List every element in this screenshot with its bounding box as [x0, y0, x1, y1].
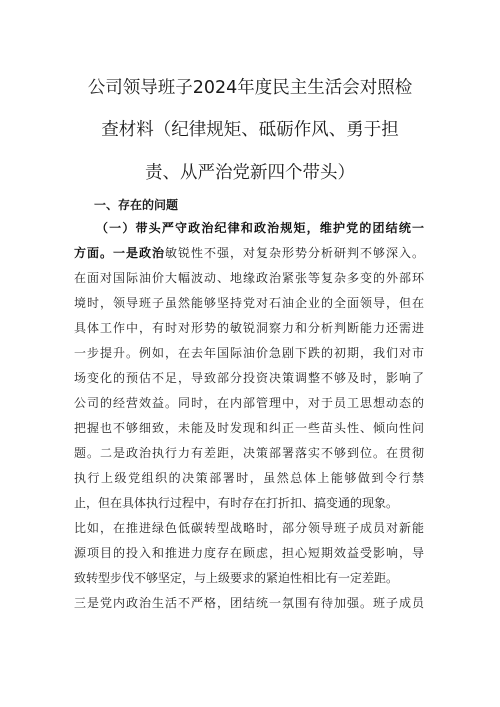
- body-text: 场变化的预估不足，导致部分投资决策调整不够及时，影响了: [74, 371, 424, 385]
- body-line: [74, 270, 424, 286]
- body-line: [74, 595, 424, 611]
- document-title-line-2: 查材料（纪律规矩、砥砺作风、勇于担: [101, 120, 399, 140]
- body-text: 题。二是政治执行力有差距，决策部署落实不够到位。在贯彻: [74, 446, 424, 460]
- body-line: [74, 470, 424, 486]
- bold-text: 方面。: [74, 246, 113, 260]
- body-text: 止，但在具体执行过程中，有时存在打折扣、搞变通的现象。: [74, 496, 399, 510]
- body-text: 公司的经营效益。同时，在内部管理中，对于员工思想动态的: [74, 396, 424, 410]
- body-line: [74, 345, 424, 361]
- body-text: 在面对国际油价大幅波动、地缘政治紧张等复杂多变的外部环: [74, 271, 424, 285]
- document-title-line-3: 责、从严治党新四个带头）: [145, 163, 355, 183]
- body-line: [74, 520, 424, 536]
- body-line: [74, 395, 424, 411]
- body-text: 敏锐性不强，对复杂形势分析研判不够深入。: [165, 246, 424, 260]
- body-text: 致转型步伐不够坚定，与上级要求的紧迫性相比有一定差距。: [74, 571, 399, 585]
- body-text: 具体工作中，有时对形势的敏锐洞察力和分析判断能力还需进: [74, 321, 424, 335]
- body-line: [74, 245, 424, 261]
- body-line: [74, 495, 424, 511]
- body-line: [96, 220, 424, 236]
- document-title-line-1: 公司领导班子2024年度民主生活会对照检: [87, 78, 413, 98]
- body-line: [74, 420, 424, 436]
- body-text: 比如，在推进绿色低碳转型战略时，部分领导班子成员对新能: [74, 521, 424, 535]
- body-line: [74, 320, 424, 336]
- body-text: 三是党内政治生活不严格，团结统一氛围有待加强。班子成员: [74, 596, 424, 610]
- bold-text: 一是政治: [113, 246, 165, 260]
- body-text: 把握也不够细致，未能及时发现和纠正一些苗头性、倾向性问: [74, 421, 424, 435]
- body-line: [74, 570, 424, 586]
- body-line: [74, 295, 424, 311]
- body-line: [74, 370, 424, 386]
- body-line: [74, 445, 424, 461]
- bold-text: （一）带头严守政治纪律和政治规矩，维护党的团结统一: [96, 221, 424, 235]
- body-line: [74, 545, 424, 561]
- body-text: 源项目的投入和推进力度存在顾虑，担心短期效益受影响，导: [74, 546, 424, 560]
- body-text: 执行上级党组织的决策部署时，虽然总体上能够做到令行禁: [74, 471, 424, 485]
- section-heading: 一、存在的问题: [94, 198, 179, 212]
- body-text: 境时，领导班子虽然能够坚持党对石油企业的全面领导，但在: [74, 296, 424, 310]
- body-text: 一步提升。例如，在去年国际油价急剧下跌的初期，我们对市: [74, 346, 424, 360]
